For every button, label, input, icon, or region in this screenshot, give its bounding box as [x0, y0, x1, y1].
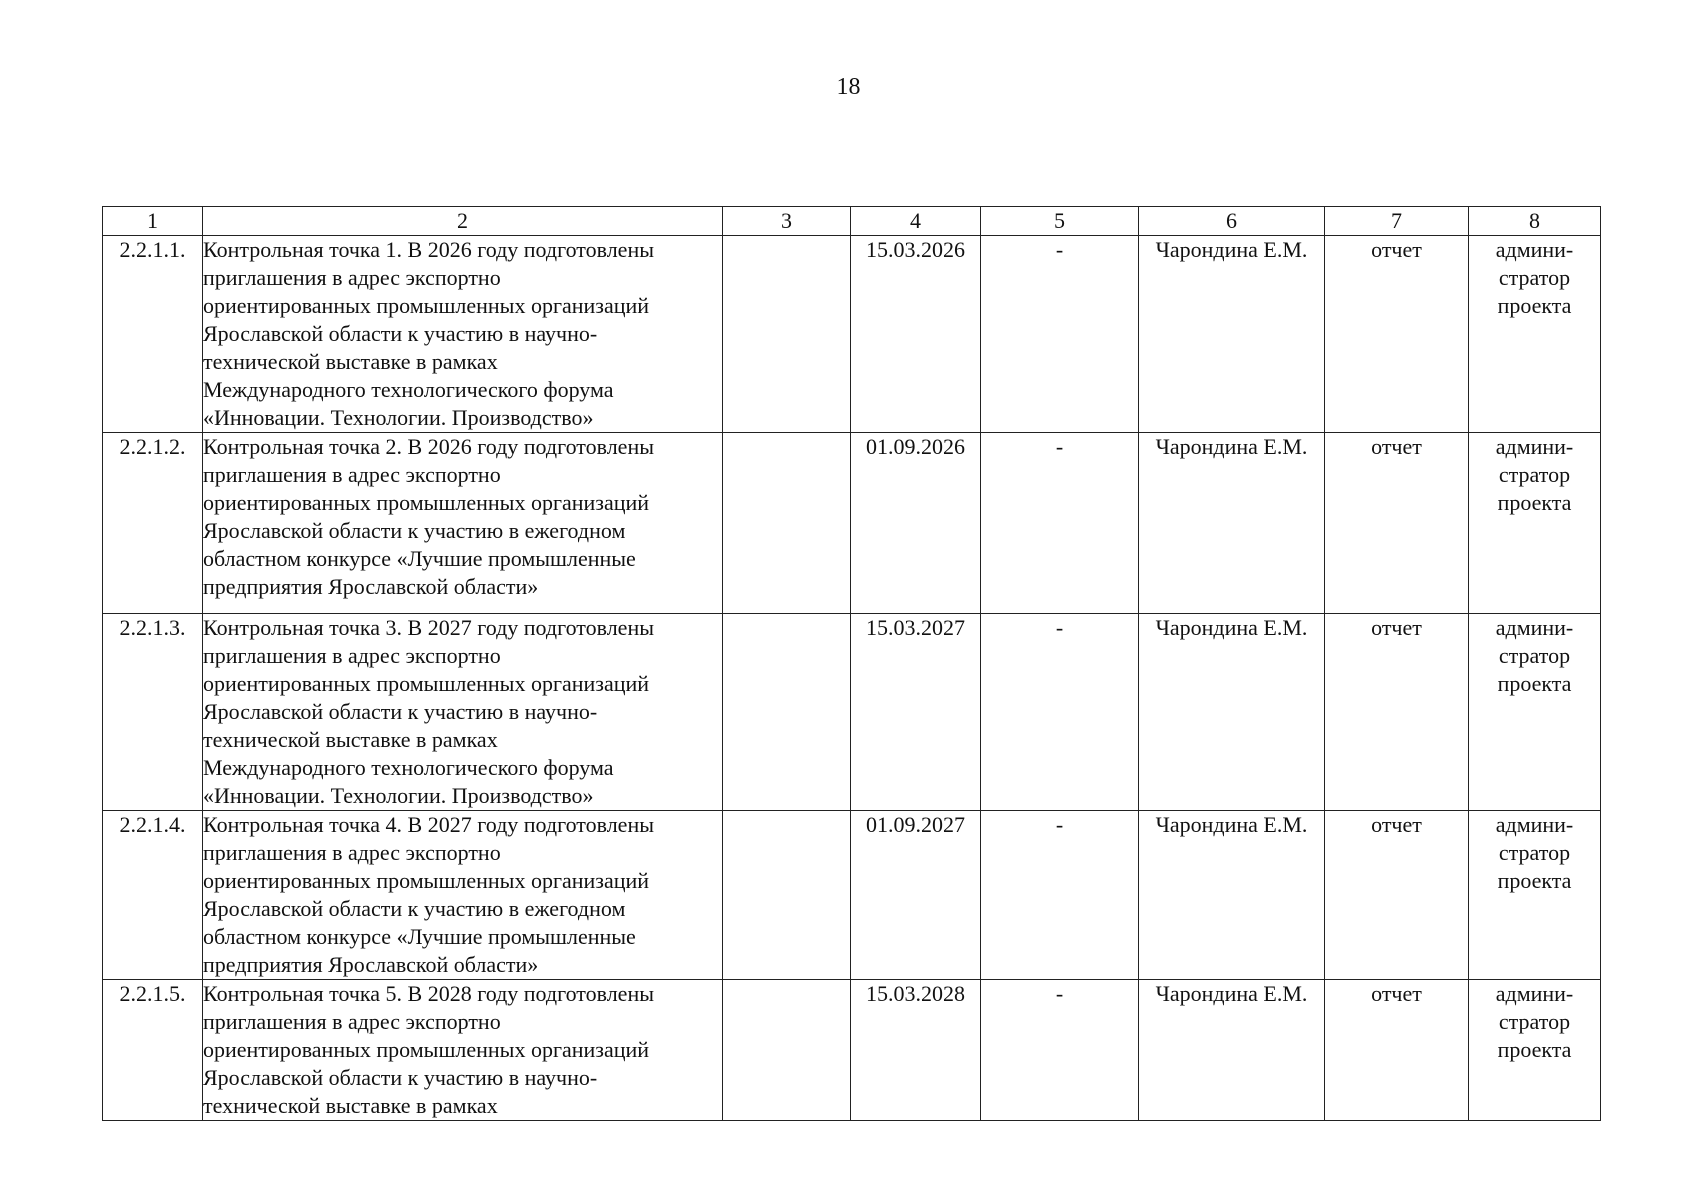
description-line: Контрольная точка 1. В 2026 году подготовлены — [203, 237, 654, 262]
description-line: областном конкурсе «Лучшие промышленные — [203, 546, 636, 571]
description-line: «Инновации. Технологии. Производство» — [203, 783, 594, 808]
empty-cell — [723, 433, 851, 614]
role-line: админи- — [1495, 981, 1574, 1006]
document-type: отчет — [1325, 433, 1469, 614]
item-number: 2.2.1.1. — [103, 236, 203, 433]
header-row — [103, 207, 1601, 236]
responsible-person: Чарондина Е.М. — [1139, 811, 1325, 980]
deadline-date: 15.03.2026 — [851, 236, 981, 433]
description-line: ориентированных промышленных организаций — [203, 490, 650, 515]
description-line: приглашения в адрес экспортно — [203, 265, 501, 290]
deadline-date: 15.03.2027 — [851, 614, 981, 811]
description-line: ориентированных промышленных организаций — [203, 293, 650, 318]
dash-cell: - — [981, 614, 1139, 811]
responsible-person: Чарондина Е.М. — [1139, 980, 1325, 1121]
role-line: проекта — [1497, 293, 1572, 318]
description-line: технической выставке в рамках — [203, 1093, 498, 1118]
item-number: 2.2.1.4. — [103, 811, 203, 980]
description-line: ориентированных промышленных организаций — [203, 671, 650, 696]
responsible-role — [1469, 980, 1601, 1121]
description-line: ориентированных промышленных организаций — [203, 1037, 650, 1062]
document-type: отчет — [1325, 980, 1469, 1121]
item-number: 2.2.1.2. — [103, 433, 203, 614]
role-line: стратор — [1498, 643, 1571, 668]
responsible-person: Чарондина Е.М. — [1139, 433, 1325, 614]
description-line: технической выставке в рамках — [203, 727, 498, 752]
description-line: областном конкурсе «Лучшие промышленные — [203, 924, 636, 949]
description-line: Ярославской области к участию в ежегодном — [203, 518, 626, 543]
item-number: 2.2.1.3. — [103, 614, 203, 811]
table-row — [103, 433, 1601, 614]
deadline-date: 01.09.2026 — [851, 433, 981, 614]
table-row — [103, 980, 1601, 1121]
description-line: Ярославской области к участию в научно- — [203, 1065, 598, 1090]
description-line: предприятия Ярославской области» — [203, 952, 539, 977]
role-line: админи- — [1495, 615, 1574, 640]
role-line: проекта — [1497, 671, 1572, 696]
description-line: Контрольная точка 4. В 2027 году подготовлены — [203, 812, 654, 837]
description-line: приглашения в адрес экспортно — [203, 643, 501, 668]
column-header: 2 — [203, 207, 723, 236]
table-row — [103, 811, 1601, 980]
column-header: 5 — [981, 207, 1139, 236]
role-line: админи- — [1495, 434, 1574, 459]
description-line: Контрольная точка 2. В 2026 году подготовлены — [203, 434, 654, 459]
dash-cell: - — [981, 433, 1139, 614]
item-description — [203, 433, 723, 614]
role-line: проекта — [1497, 490, 1572, 515]
role-line: стратор — [1498, 1009, 1571, 1034]
empty-cell — [723, 811, 851, 980]
description-line: Ярославской области к участию в ежегодном — [203, 896, 626, 921]
description-line: Международного технологического форума — [203, 755, 614, 780]
description-line: приглашения в адрес экспортно — [203, 462, 501, 487]
description-line: Ярославской области к участию в научно- — [203, 699, 598, 724]
role-line: стратор — [1498, 265, 1571, 290]
document-type: отчет — [1325, 236, 1469, 433]
role-line: стратор — [1498, 840, 1571, 865]
dash-cell: - — [981, 236, 1139, 433]
responsible-role — [1469, 236, 1601, 433]
empty-cell — [723, 980, 851, 1121]
responsible-role — [1469, 614, 1601, 811]
item-description — [203, 236, 723, 433]
role-line: стратор — [1498, 462, 1571, 487]
dash-cell: - — [981, 980, 1139, 1121]
page-number: 18 — [836, 74, 861, 100]
role-line: админи- — [1495, 812, 1574, 837]
item-number: 2.2.1.5. — [103, 980, 203, 1121]
document-type: отчет — [1325, 614, 1469, 811]
item-description — [203, 811, 723, 980]
description-line: «Инновации. Технологии. Производство» — [203, 405, 594, 430]
description-line: Контрольная точка 3. В 2027 году подготовлены — [203, 615, 654, 640]
control-points-table — [102, 206, 1601, 1121]
responsible-person: Чарондина Е.М. — [1139, 614, 1325, 811]
table-row — [103, 614, 1601, 811]
column-header: 7 — [1325, 207, 1469, 236]
column-header: 6 — [1139, 207, 1325, 236]
description-line: приглашения в адрес экспортно — [203, 1009, 501, 1034]
item-description — [203, 980, 723, 1121]
deadline-date: 15.03.2028 — [851, 980, 981, 1121]
responsible-role — [1469, 811, 1601, 980]
description-line: Контрольная точка 5. В 2028 году подготовлены — [203, 981, 654, 1006]
description-line: технической выставке в рамках — [203, 349, 498, 374]
empty-cell — [723, 236, 851, 433]
description-line: Ярославской области к участию в научно- — [203, 321, 598, 346]
column-header: 3 — [723, 207, 851, 236]
column-header: 1 — [103, 207, 203, 236]
document-type: отчет — [1325, 811, 1469, 980]
responsible-role — [1469, 433, 1601, 614]
description-line: ориентированных промышленных организаций — [203, 868, 650, 893]
table-row — [103, 236, 1601, 433]
dash-cell: - — [981, 811, 1139, 980]
description-line: Международного технологического форума — [203, 377, 614, 402]
empty-cell — [723, 614, 851, 811]
role-line: админи- — [1495, 237, 1574, 262]
description-line: приглашения в адрес экспортно — [203, 840, 501, 865]
item-description — [203, 614, 723, 811]
responsible-person: Чарондина Е.М. — [1139, 236, 1325, 433]
role-line: проекта — [1497, 868, 1572, 893]
deadline-date: 01.09.2027 — [851, 811, 981, 980]
column-header: 8 — [1469, 207, 1601, 236]
description-line: предприятия Ярославской области» — [203, 574, 539, 599]
column-header: 4 — [851, 207, 981, 236]
role-line: проекта — [1497, 1037, 1572, 1062]
